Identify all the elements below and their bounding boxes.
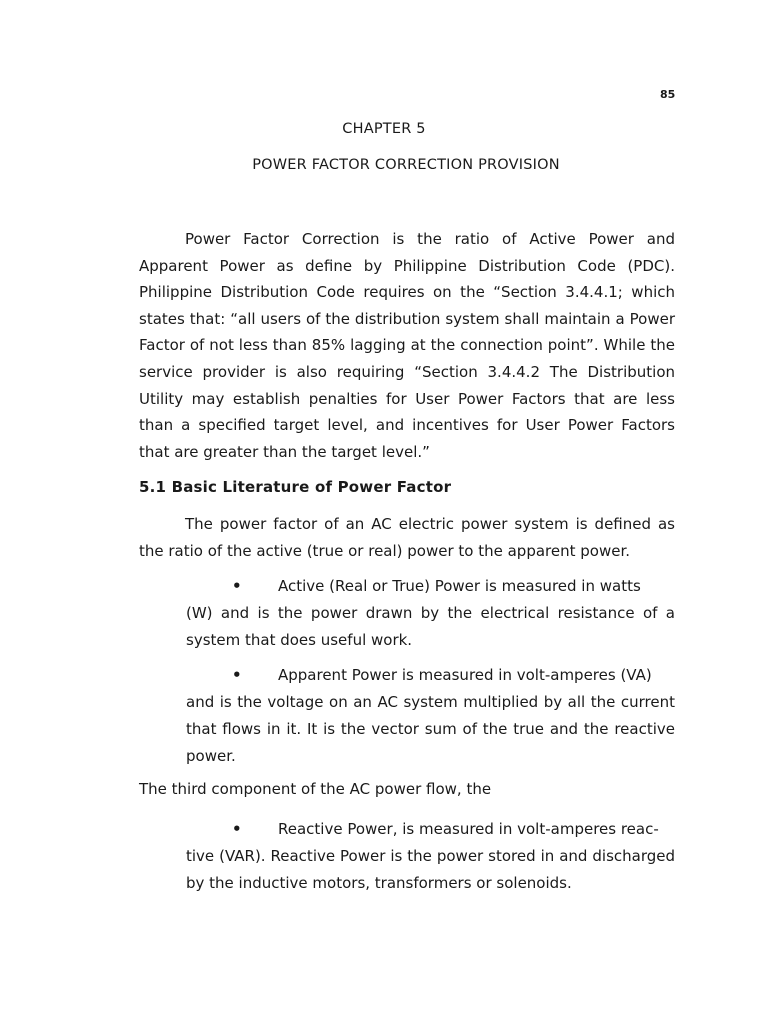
bullet-continuation: (W) and is the power drawn by the electrical resistance of a system that does useful work. xyxy=(186,604,675,649)
bullet-continuation: and is the voltage on an AC system multiplied by all the current that flows in it. It is the vector sum of the true and the reactive power. xyxy=(186,693,675,765)
bullet-first-line xyxy=(186,573,675,600)
chapter-heading: CHAPTER 5 xyxy=(342,121,426,137)
bullet-marker: • xyxy=(232,666,242,684)
bullet-item-apparent-power xyxy=(186,662,675,770)
bullet-item-active-power xyxy=(186,573,675,654)
page-number: 85 xyxy=(660,88,676,101)
bullet-item-reactive-power xyxy=(186,816,675,897)
bullet-lead-text: Reactive Power, is measured in volt-amperes reac- xyxy=(278,820,659,838)
bullet-continuation: tive (VAR). Reactive Power is the power stored in and discharged by the inductive motors, transformers or solenoids. xyxy=(186,847,675,892)
paragraph-definition: The power factor of an AC electric power system is defined as the ratio of the active (true or real) power to the apparent power. xyxy=(139,515,675,560)
bullet-lead-text: Apparent Power is measured in volt-amperes (VA) xyxy=(278,666,652,684)
section-heading: 5.1 Basic Literature of Power Factor xyxy=(139,478,452,496)
bullet-first-line xyxy=(186,816,675,843)
paragraph-third-component: The third component of the AC power flow, the xyxy=(139,780,492,798)
chapter-title: POWER FACTOR CORRECTION PROVISION xyxy=(252,157,560,173)
bullet-marker: • xyxy=(232,820,242,838)
paragraph-intro: Power Factor Correction is the ratio of Active Power and Apparent Power as define by Philippine Distribution Code (PDC). Philippine Distribution Code requires on the “Section 3.4.4.1; which states that: “all users of the distribution system shall maintain a Power Factor of not less than 85% lagging at the connection point”. While the service provider is also requiring “Section 3.4.4.2 The Distribution Utility may establish penalties for User Power Factors that are less than a specified target level, and incentives for User Power Factors that are greater than the target level.” xyxy=(139,230,675,461)
bullet-first-line xyxy=(186,662,675,689)
bullet-marker: • xyxy=(232,577,242,595)
bullet-lead-text: Active (Real or True) Power is measured in watts xyxy=(278,577,641,595)
